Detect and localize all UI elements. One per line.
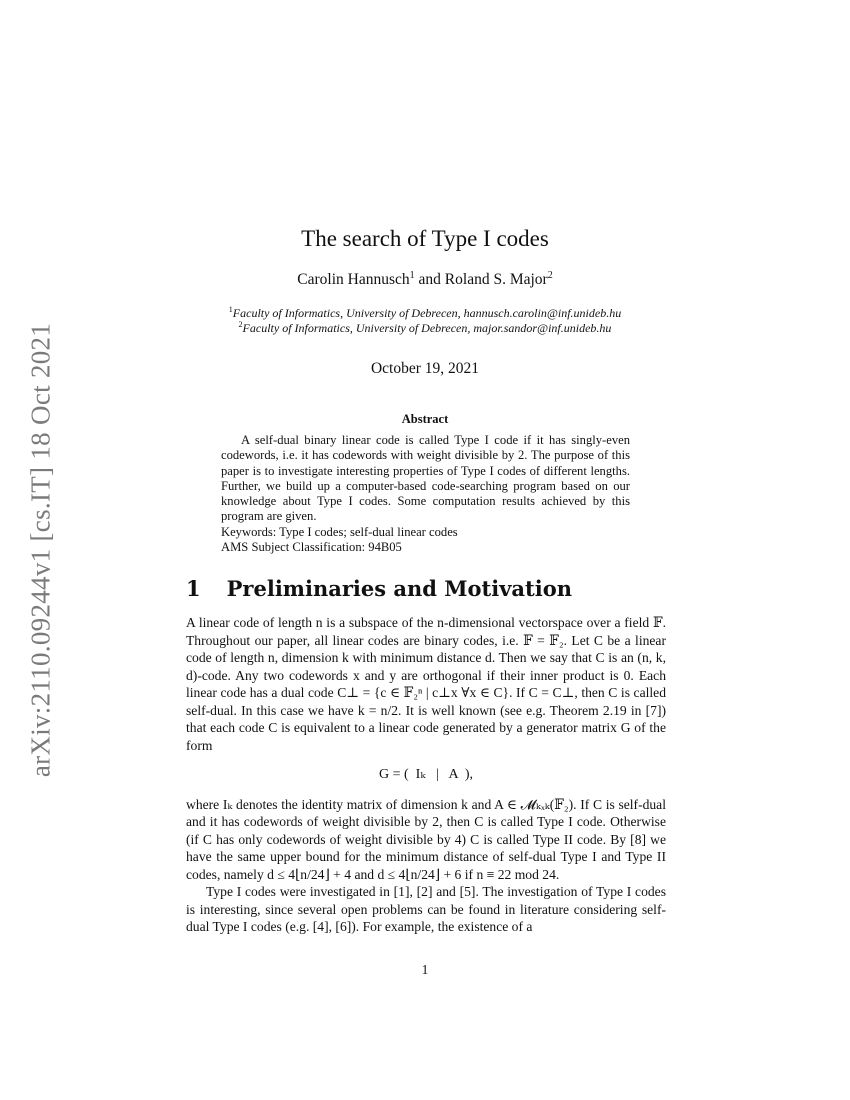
paragraph-1: A linear code of length n is a subspace of the n-dimensional vectorspace over a field 𝔽. Throughout our paper, all linear codes are binary codes, i.e. 𝔽 = 𝔽₂. Let C be a linear code of length n, dimension k with minimum distance d. Then we say that C is an (n, k, d)-code. Any two codewords x and y are orthogonal if their inner product is 0. Each linear code has a dual code C⊥ = {c ∈ 𝔽₂ⁿ | c⊥x ∀x ∈ C}. If C = C⊥, then C is called self-dual. In this case we have k = n/2. It is well known (see e.g. Theorem 2.19 in [7]) that each code C is equivalent to a linear code generated by a generator matrix G of the form [186, 615, 666, 753]
affiliation-1-mark: 1 [228, 305, 233, 314]
affiliation-2-mark: 2 [238, 320, 243, 329]
abstract-heading: Abstract [401, 412, 449, 426]
affiliation-1-text: Faculty of Informatics, University of Debrecen, hannusch.carolin@inf.unideb.hu [232, 306, 622, 320]
affiliation-2 [0, 320, 850, 336]
section-heading [186, 576, 572, 601]
section-number: 1 [186, 576, 201, 601]
paragraph-2: where Iₖ denotes the identity matrix of dimension k and A ∈ 𝓜ₖₓₖ(𝔽₂). If C is self-dual and it has codewords of weight divisible by 2, then C is called Type I code. Otherwise (if C has only codewords of weight divisible by 4) C is called Type II code. By [8] we have the same upper bound for the minimum distance of self-dual Type I and Type II codes, namely d ≤ 4⌊n/24⌋ + 4 and d ≤ 4⌊n/24⌋ + 6 if n ≡ 22 mod 24. [186, 796, 666, 882]
affiliation-1 [0, 305, 850, 321]
author-2-name: Roland S. Major [444, 271, 548, 289]
author-connector: and [414, 271, 445, 289]
author-1-mark: 1 [409, 270, 415, 281]
page-number: 1 [421, 962, 429, 977]
author-1-name: Carolin Hannusch [297, 271, 410, 289]
paper-title: The search of Type I codes [301, 226, 549, 251]
paragraph-3: Type I codes were investigated in [1], [2] and [5]. The investigation of Type I codes is interesting, since several open problems can be found in literature considering self-dual Type I codes (e.g. [4], [6]). For example, the existence of a [186, 884, 666, 934]
abstract-body [221, 433, 630, 555]
arxiv-identifier-text: arXiv:2110.09244v1 [cs.IT] 18 Oct 2021 [25, 322, 56, 778]
paper-date: October 19, 2021 [370, 360, 480, 377]
section-title: Preliminaries and Motivation [226, 576, 572, 601]
arxiv-identifier-stamp [25, 310, 57, 790]
abstract-keywords: Keywords: Type I codes; self-dual linear codes [221, 524, 458, 539]
author-2-mark: 2 [547, 270, 553, 281]
author-line [0, 270, 850, 289]
generator-matrix-equation: G = ( Iₖ | A ), [379, 767, 473, 782]
abstract-ams-classification: AMS Subject Classification: 94B05 [221, 540, 402, 555]
abstract-text: A self-dual binary linear code is called Type I code if it has singly-even codewords, i.e. it has codewords with weight divisible by 2. The purpose of this paper is to investigate interesting properties of Type I codes of different lengths. Further, we build up a computer-based code-searching program based on our knowledge about Type I codes. Some computation results achieved by this program are given. [221, 433, 630, 524]
section-body [186, 614, 666, 936]
affiliation-2-text: Faculty of Informatics, University of Debrecen, major.sandor@inf.unideb.hu [242, 321, 612, 335]
